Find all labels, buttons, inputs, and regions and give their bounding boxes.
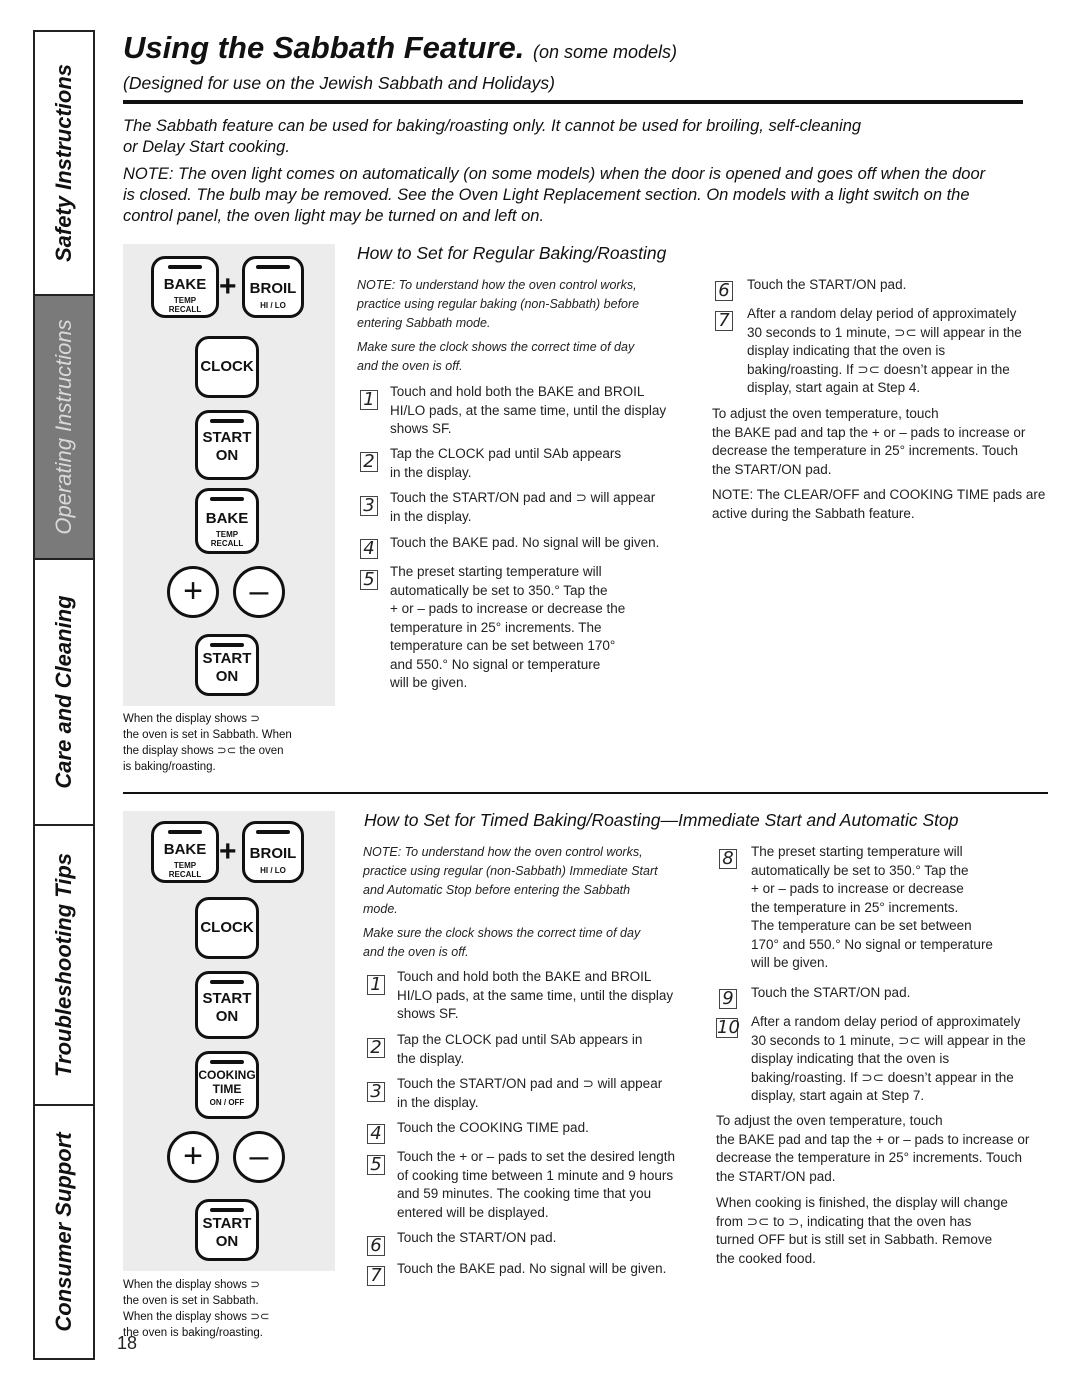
- step-line: Touch the BAKE pad. No signal will be given.: [397, 1261, 667, 1276]
- caption-line: When the display shows ⊃: [123, 1279, 260, 1291]
- key-label: START: [202, 650, 252, 667]
- step-number: 5: [367, 1155, 385, 1175]
- section-heading-regular: How to Set for Regular Baking/Roasting: [357, 243, 667, 263]
- note-line: and the oven is off.: [363, 945, 469, 959]
- step-number: 3: [360, 496, 378, 516]
- step-line: Touch the START/ON pad.: [747, 277, 907, 292]
- minus-pad-icon: –: [233, 566, 285, 618]
- step-line: baking/roasting. If ⊃⊂ doesn’t appear in the: [747, 361, 1010, 377]
- caption-line: the oven is set in Sabbath. When: [123, 729, 292, 741]
- step-number: 7: [367, 1266, 385, 1286]
- note-line: Make sure the clock shows the correct time of day: [363, 926, 641, 940]
- section-heading-timed: How to Set for Timed Baking/Roasting—Immediate Start and Automatic Stop: [364, 810, 959, 830]
- note-line: and the oven is off.: [357, 359, 463, 373]
- keypad-illustration-timed: [123, 811, 335, 1271]
- plus-icon: +: [219, 835, 237, 868]
- step-line: will be given.: [751, 955, 829, 970]
- intro-paragraph: [123, 116, 1023, 158]
- para-line: To adjust the oven temperature, touch: [712, 406, 939, 421]
- intro-line: The Sabbath feature can be used for baking/roasting only. It cannot be used for broiling, self-cleaning: [123, 117, 862, 135]
- para-line: the BAKE pad and tap the + or – pads to increase or: [712, 424, 1026, 440]
- finished-cooking-text: [716, 1194, 1008, 1268]
- step-line: temperature in 25° increments. The: [390, 619, 602, 635]
- step-line: automatically be set to 350.° Tap the: [390, 582, 608, 598]
- key-label: BROIL: [249, 280, 297, 297]
- key-label: ON: [215, 1008, 239, 1025]
- para-line: the BAKE pad and tap the + or – pads to increase or: [716, 1131, 1030, 1147]
- key-sublabel: HI / LO: [260, 866, 286, 875]
- tab-safety-instructions[interactable]: [35, 32, 93, 294]
- step-text: [747, 276, 906, 295]
- step-line: automatically be set to 350.° Tap the: [751, 862, 969, 878]
- start-on-key: [195, 971, 259, 1039]
- step-number: 2: [360, 452, 378, 472]
- note-line: and Automatic Stop before entering the Sabbath: [363, 883, 631, 897]
- step-text: [397, 1148, 675, 1222]
- para-line: When cooking is finished, the display will change: [716, 1195, 1008, 1210]
- key-label: ON: [215, 1233, 239, 1250]
- key-label: TIME: [212, 1082, 242, 1096]
- para-line: NOTE: The CLEAR/OFF and COOKING TIME pads are: [712, 487, 1046, 502]
- step-line: Touch the START/ON pad and ⊃ will appear: [390, 490, 656, 505]
- step-line: HI/LO pads, at the same time, until the display: [397, 987, 674, 1003]
- caption-line: When the display shows ⊃: [123, 713, 260, 725]
- broil-key: [242, 256, 304, 318]
- note-line: practice using regular baking (non-Sabbath) before: [357, 297, 640, 311]
- broil-key: [242, 821, 304, 883]
- step-line: the temperature in 25° increments.: [751, 899, 959, 915]
- key-sublabel: TEMP: [173, 296, 197, 305]
- step-text: [397, 1031, 642, 1068]
- step-number: 1: [367, 975, 385, 995]
- cooking-time-key: [195, 1051, 259, 1119]
- step-line: 30 seconds to 1 minute, ⊃⊂ will appear in the: [751, 1032, 1026, 1048]
- key-label: ON: [215, 447, 239, 464]
- step-line: Touch and hold both the BAKE and BROIL: [397, 969, 652, 984]
- tab-troubleshooting-tips[interactable]: [35, 824, 93, 1104]
- step-number: 5: [360, 570, 378, 590]
- key-label: BAKE: [163, 276, 207, 293]
- step-text: [397, 1260, 666, 1279]
- key-indicator: [210, 1060, 244, 1064]
- key-label: CLOCK: [200, 919, 254, 936]
- step-text: [390, 445, 621, 482]
- step-line: HI/LO pads, at the same time, until the display: [390, 402, 667, 418]
- adjust-temperature-text: [716, 1112, 1029, 1186]
- step-line: After a random delay period of approximately: [751, 1014, 1021, 1029]
- step-line: shows SF.: [397, 1006, 459, 1021]
- step-text: [751, 984, 910, 1003]
- key-sublabel: HI / LO: [260, 301, 286, 310]
- key-label: ON: [215, 668, 239, 685]
- key-label: BAKE: [205, 510, 249, 527]
- keypad-illustration-regular: [123, 244, 335, 706]
- clock-key: [195, 897, 259, 959]
- step-number: 1: [360, 390, 378, 410]
- caption-line: When the display shows ⊃⊂: [123, 1311, 270, 1323]
- caption-line: is baking/roasting.: [123, 761, 216, 773]
- key-label: COOKING: [198, 1068, 256, 1082]
- section-tabs: [33, 30, 95, 1360]
- start-on-key-2: [195, 634, 259, 696]
- step-number: 7: [715, 311, 733, 331]
- key-label: CLOCK: [200, 358, 254, 375]
- bake-key: [151, 256, 219, 318]
- intro-line: is closed. The bulb may be removed. See the Oven Light Replacement section. On models with a light switch on the: [123, 186, 970, 204]
- tab-label: Operating Instructions: [51, 319, 76, 535]
- step-line: shows SF.: [390, 421, 452, 436]
- start-on-key: [195, 410, 259, 480]
- step-line: entered will be displayed.: [397, 1204, 549, 1220]
- step-number: 9: [719, 989, 737, 1009]
- step-line: 170° and 550.° No signal or temperature: [751, 936, 993, 952]
- key-label: BROIL: [249, 845, 297, 862]
- key-label: BAKE: [163, 841, 207, 858]
- note-line: NOTE: To understand how the oven control works,: [363, 845, 643, 859]
- step-line: Tap the CLOCK pad until SAb appears: [390, 446, 622, 461]
- step-text: [751, 1013, 1026, 1106]
- step-number: 10: [717, 1017, 740, 1038]
- step-line: The preset starting temperature will: [390, 564, 602, 579]
- step-text: [397, 968, 673, 1024]
- step-line: display indicating that the oven is: [751, 1051, 950, 1066]
- para-line: the START/ON pad.: [712, 461, 832, 477]
- tab-consumer-support[interactable]: [35, 1104, 93, 1358]
- tab-label: Safety Instructions: [51, 63, 76, 263]
- step-line: and 550.° No signal or temperature: [390, 656, 601, 672]
- active-pads-note: [712, 486, 1045, 523]
- plus-pad-icon: +: [167, 1131, 219, 1183]
- note-line: mode.: [363, 902, 398, 916]
- step-number: 8: [719, 849, 737, 869]
- minus-pad-icon: –: [233, 1131, 285, 1183]
- step-text: [751, 843, 993, 973]
- key-indicator: [256, 830, 290, 834]
- tab-label: Consumer Support: [51, 1132, 76, 1332]
- intro-line: control panel, the oven light may be turned on and left on.: [123, 207, 545, 225]
- title-text: Using the Sabbath Feature.: [123, 30, 525, 65]
- key-sublabel: ON / OFF: [209, 1098, 245, 1107]
- step-line: Touch the COOKING TIME pad.: [397, 1120, 589, 1135]
- step-line: display, start again at Step 4.: [747, 380, 921, 395]
- step-line: Touch and hold both the BAKE and BROIL: [390, 384, 645, 399]
- step-text: [397, 1229, 556, 1248]
- display-caption: [123, 1277, 338, 1341]
- step-line: After a random delay period of approximately: [747, 306, 1017, 321]
- clock-note: [363, 924, 640, 962]
- caption-line: the oven is set in Sabbath.: [123, 1295, 259, 1307]
- plus-pad-icon: +: [167, 566, 219, 618]
- key-indicator: [210, 419, 244, 423]
- practice-note: [357, 276, 639, 333]
- step-line: 30 seconds to 1 minute, ⊃⊂ will appear in the: [747, 324, 1022, 340]
- step-line: in the display.: [397, 1094, 479, 1110]
- step-number: 6: [367, 1236, 385, 1256]
- practice-note: [363, 843, 658, 919]
- key-sublabel: RECALL: [168, 305, 202, 314]
- step-number: 2: [367, 1038, 385, 1058]
- caption-line: the oven is baking/roasting.: [123, 1327, 264, 1339]
- key-indicator: [168, 830, 202, 834]
- page-number: 18: [117, 1333, 138, 1353]
- step-line: Touch the + or – pads to set the desired length: [397, 1149, 676, 1164]
- para-line: decrease the temperature in 25° increments. Touch: [712, 443, 1019, 458]
- step-line: Touch the START/ON pad and ⊃ will appear: [397, 1076, 663, 1091]
- step-number: 6: [715, 281, 733, 301]
- caption-line: the display shows ⊃⊂ the oven: [123, 745, 284, 757]
- key-indicator: [210, 980, 244, 984]
- step-text: [390, 563, 625, 693]
- step-line: and 59 minutes. The cooking time that you: [397, 1186, 652, 1201]
- step-line: Touch the START/ON pad.: [397, 1230, 557, 1245]
- step-line: will be given.: [390, 675, 468, 690]
- para-line: decrease the temperature in 25° increments. Touch: [716, 1150, 1023, 1165]
- key-indicator: [210, 643, 244, 647]
- note-line: entering Sabbath mode.: [357, 316, 491, 330]
- step-line: display, start again at Step 7.: [751, 1088, 925, 1103]
- para-line: from ⊃⊂ to ⊃, indicating that the oven has: [716, 1213, 972, 1229]
- key-indicator: [168, 265, 202, 269]
- clock-key: [195, 336, 259, 398]
- para-line: To adjust the oven temperature, touch: [716, 1113, 943, 1128]
- plus-icon: +: [219, 270, 237, 303]
- tab-label: Troubleshooting Tips: [51, 852, 76, 1078]
- bake-key-2: [195, 488, 259, 554]
- step-text: [397, 1075, 662, 1112]
- key-indicator: [210, 1208, 244, 1212]
- para-line: active during the Sabbath feature.: [712, 505, 915, 521]
- intro-note: [123, 164, 1023, 227]
- step-line: Tap the CLOCK pad until SAb appears in: [397, 1032, 643, 1047]
- step-line: baking/roasting. If ⊃⊂ doesn’t appear in the: [751, 1069, 1014, 1085]
- key-label: START: [202, 990, 252, 1007]
- step-line: temperature can be set between 170°: [390, 638, 616, 653]
- para-line: the START/ON pad.: [716, 1168, 836, 1184]
- step-line: + or – pads to increase or decrease the: [390, 601, 626, 616]
- intro-line: NOTE: The oven light comes on automatically (on some models) when the door is opened and goes off when the door: [123, 165, 986, 183]
- header-divider: [123, 100, 1023, 104]
- step-line: + or – pads to increase or decrease: [751, 881, 964, 896]
- tab-care-and-cleaning[interactable]: [35, 558, 93, 824]
- step-line: The temperature can be set between: [751, 918, 972, 933]
- note-line: NOTE: To understand how the oven control works,: [357, 278, 637, 292]
- tab-label: Care and Cleaning: [51, 595, 76, 789]
- display-caption: [123, 711, 338, 775]
- key-indicator: [210, 497, 244, 501]
- clock-note: [357, 338, 634, 376]
- key-sublabel: RECALL: [168, 870, 202, 879]
- key-label: START: [202, 1215, 252, 1232]
- key-sublabel: TEMP: [173, 861, 197, 870]
- bake-key: [151, 821, 219, 883]
- key-label: START: [202, 429, 252, 446]
- step-line: the display.: [397, 1050, 465, 1066]
- page-title: [123, 30, 677, 66]
- note-line: Make sure the clock shows the correct time of day: [357, 340, 635, 354]
- para-line: turned OFF but is still set in Sabbath. Remove: [716, 1232, 993, 1247]
- step-line: of cooking time between 1 minute and 9 hours: [397, 1167, 674, 1183]
- step-number: 4: [367, 1124, 385, 1144]
- intro-line: or Delay Start cooking.: [123, 138, 290, 156]
- step-line: display indicating that the oven is: [747, 343, 946, 358]
- key-sublabel: TEMP: [215, 530, 239, 539]
- para-line: the cooked food.: [716, 1250, 816, 1266]
- page-subtitle: (Designed for use on the Jewish Sabbath and Holidays): [123, 73, 555, 93]
- key-sublabel: RECALL: [210, 539, 244, 548]
- step-line: in the display.: [390, 464, 472, 480]
- note-line: practice using regular (non-Sabbath) Immediate Start: [363, 864, 658, 878]
- start-on-key-2: [195, 1199, 259, 1261]
- step-text: [747, 305, 1022, 398]
- step-text: [390, 383, 666, 439]
- adjust-temperature-text: [712, 405, 1025, 479]
- step-line: in the display.: [390, 508, 472, 524]
- step-text: [390, 489, 655, 526]
- step-line: Touch the START/ON pad.: [751, 985, 911, 1000]
- step-number: 4: [360, 539, 378, 559]
- step-text: [397, 1119, 589, 1138]
- step-line: The preset starting temperature will: [751, 844, 963, 859]
- step-line: Touch the BAKE pad. No signal will be given.: [390, 535, 660, 550]
- section-divider: [123, 792, 1048, 794]
- tab-operating-instructions[interactable]: [35, 294, 93, 558]
- step-number: 3: [367, 1082, 385, 1102]
- title-suffix: (on some models): [532, 42, 678, 62]
- key-indicator: [256, 265, 290, 269]
- step-text: [390, 534, 659, 553]
